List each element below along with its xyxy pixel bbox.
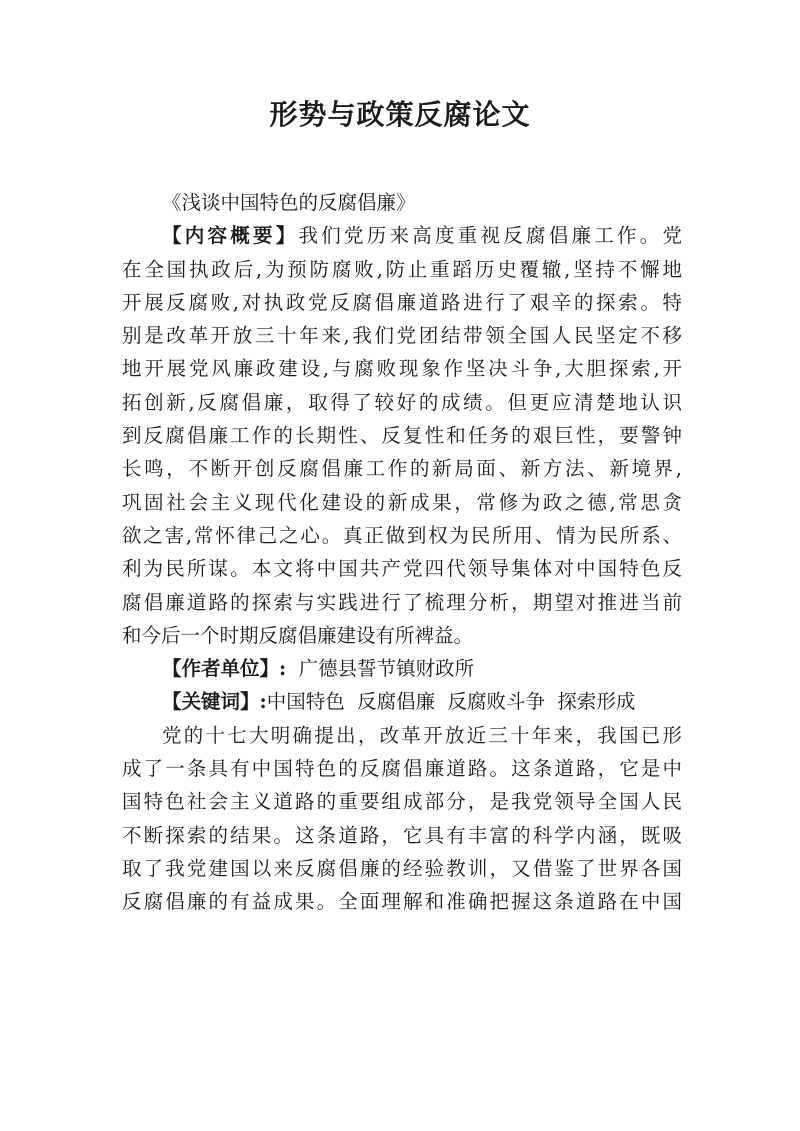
document-title: 形势与政策反腐论文 bbox=[269, 98, 531, 131]
body-line: 成了一条具有中国特色的反腐倡廉道路。这条道路，它是中 bbox=[122, 757, 682, 781]
summary-text: 我们党历来高度重视反腐倡廉工作。党 bbox=[298, 224, 682, 248]
document-subtitle: 《浅谈中国特色的反腐倡廉》 bbox=[162, 191, 416, 214]
body-line: 国特色社会主义道路的重要组成部分，是我党领导全国人民 bbox=[122, 790, 682, 814]
summary-line: 地开展党风廉政建设,与腐败现象作坚决斗争,大胆探索,开 bbox=[122, 357, 682, 381]
body-line: 取了我党建国以来反腐倡廉的经验教训，又借鉴了世界各国 bbox=[122, 856, 682, 880]
summary-line: 到反腐倡廉工作的长期性、反复性和任务的艰巨性，要警钟 bbox=[122, 424, 682, 448]
summary-line: 在全国执政后,为预防腐败,防止重蹈历史覆辙,坚持不懈地 bbox=[122, 257, 682, 281]
summary-line: 拓创新,反腐倡廉，取得了较好的成绩。但更应清楚地认识 bbox=[122, 390, 682, 414]
summary-line: 欲之害,常怀律己之心。真正做到权为民所用、情为民所系、 bbox=[122, 523, 682, 547]
summary-line: 别是改革开放三十年来,我们党团结带领全国人民坚定不移 bbox=[122, 324, 682, 348]
keywords-line bbox=[122, 685, 682, 718]
body-line: 反腐倡廉的有益成果。全面理解和准确把握这条道路在中国 bbox=[122, 890, 682, 914]
author-unit-label: 【作者单位】: bbox=[162, 657, 287, 681]
body-line: 不断探索的结果。这条道路，它具有丰富的科学内涵，既吸 bbox=[122, 823, 682, 847]
summary-line: 腐倡廉道路的探索与实践进行了梳理分析，期望对推进当前 bbox=[122, 590, 682, 614]
keywords-label: 【关键词】: bbox=[162, 690, 267, 714]
keywords-value: 中国特色 反腐倡廉 反腐败斗争 探索形成 bbox=[266, 690, 636, 714]
summary-line: 开展反腐败,对执政党反腐倡廉道路进行了艰辛的探索。特 bbox=[122, 290, 682, 314]
author-unit-value: 广德县誓节镇财政所 bbox=[286, 657, 475, 681]
document-body bbox=[122, 186, 682, 919]
summary-label: 【内容概要】 bbox=[162, 224, 299, 248]
author-unit-line bbox=[122, 652, 682, 685]
summary-line bbox=[122, 219, 682, 252]
body-line: 党的十七大明确提出，改革开放近三十年来，我国已形 bbox=[162, 723, 682, 747]
summary-line: 长鸣，不断开创反腐倡廉工作的新局面、新方法、新境界, bbox=[122, 457, 682, 481]
summary-line: 巩固社会主义现代化建设的新成果，常修为政之德,常思贪 bbox=[122, 490, 682, 514]
summary-line: 利为民所谋。本文将中国共产党四代领导集体对中国特色反 bbox=[122, 557, 682, 581]
summary-line: 和今后一个时期反腐倡廉建设有所裨益。 bbox=[122, 623, 474, 647]
